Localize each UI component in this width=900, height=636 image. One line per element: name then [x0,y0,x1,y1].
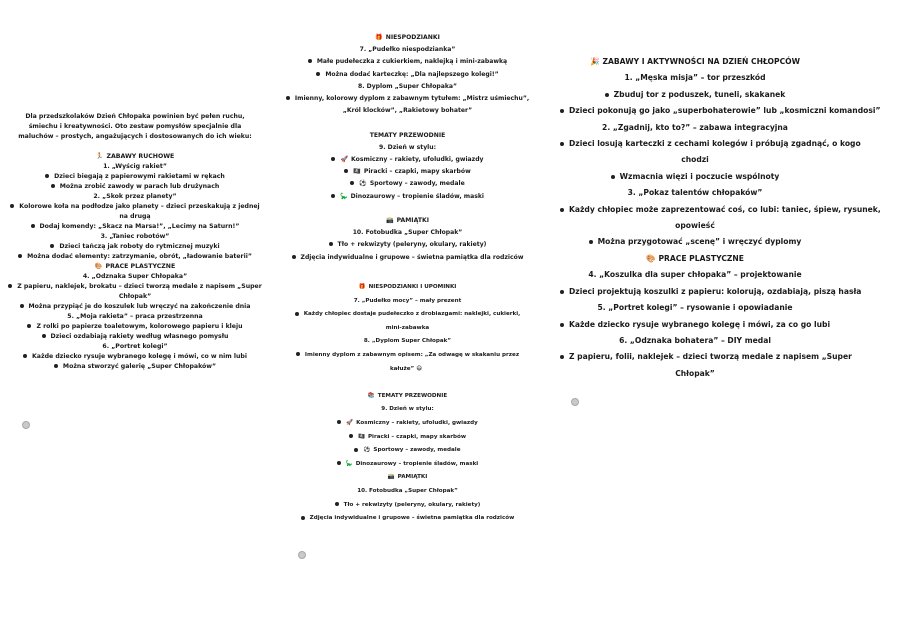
col1-line [0,272,270,282]
bullet-icon [23,354,27,358]
line-text: Z papieru, folii, naklejek – dzieci tworzą medale z napisem „Super [569,352,852,362]
line-text: Każde dziecko rysuje wybranego kolegę i mówi, co w nim lubi [32,353,247,360]
line-text: Dinozaurowy – tropienie śladów, maski [350,192,484,200]
col1-line [0,282,270,292]
col1-line [0,162,270,172]
line-text: Piracki – czapki, mapy skarbów [363,168,471,176]
line-text: 8. Dyplom „Super Chłopaka” [357,82,458,90]
line-text: TEMATY PRZEWODNIE [377,392,448,399]
line-text: 5. „Moja rakieta” – praca przestrzenna [67,313,203,320]
col4-line [560,87,830,103]
line-text: 3. „Pokaz talentów chłopaków” [627,188,763,198]
col1-line [0,172,270,182]
bullet-icon [8,284,12,288]
line-text: śmiechu i kreatywności. Oto zestaw pomysłów specjalnie dla [28,123,242,130]
col1-line [0,332,270,342]
col2-line [285,215,530,227]
bullet-icon [344,169,348,173]
col2-line [285,105,530,117]
emoji-icon: 🎉 [590,57,600,66]
bullet-icon [286,96,290,100]
col3-line [285,431,530,445]
col3-line [285,363,530,377]
line-text: Wzmacnia więzi i poczucie wspólnoty [619,171,780,181]
line-text: PAMIĄTKI [397,474,428,481]
column-1 [0,112,270,372]
bullet-icon [308,59,312,63]
emoji-icon: 📚 [367,392,375,399]
bullet-icon [10,204,14,208]
col1-line [0,202,270,212]
line-text: Dzieci ozdabiają rakiety według własnego pomysłu [50,333,229,340]
line-text: 2. „Zgadnij, kto to?” – zabawa integracyjna [602,122,788,132]
col4-line [560,120,830,136]
bullet-icon [605,93,609,97]
bullet-icon [329,242,333,246]
col4-line [560,251,830,267]
col3-line [285,417,530,431]
line-text: TEMATY PRZEWODNIE [369,131,446,139]
col4-line [560,234,830,250]
line-text: PRACE PLASTYCZNE [658,253,744,263]
line-text: Kosmiczny – rakiety, ufoludki, gwiazdy [351,156,484,164]
emoji-icon: 🦕 [345,460,353,467]
col4-line [560,103,881,119]
col2-line [285,117,530,129]
col1-line [0,292,270,302]
col2-line [285,93,530,105]
bullet-icon [589,240,593,244]
bullet-icon [54,364,58,368]
col4-line [560,300,830,316]
line-text: Z rolki po papierze toaletowym, kolorowego papieru i kleju [36,323,243,330]
col3-line [285,281,530,295]
emoji-icon: 🎁 [358,284,366,290]
line-text: 1. „Męska misja” – tor przeszkód [624,73,766,83]
col2-line [285,252,530,264]
col1-line [0,242,270,252]
emoji-icon: 🚀 [346,419,354,426]
bullet-icon [20,304,24,308]
col2-line [285,32,530,44]
line-text: Chłopak” [675,368,715,378]
emoji-icon: 🏴‍☠️ [353,168,361,176]
line-text: NIESPODZIANKI I UPOMINKI [368,284,457,290]
col1-line [0,322,270,332]
line-text: 9. Dzień w stylu: [381,406,434,413]
col1-line [0,252,270,262]
col1-line [0,152,270,162]
col3-line [285,295,530,309]
col3-line [285,349,530,363]
emoji-icon: 😄 [416,365,423,372]
column-3 [285,281,530,526]
line-text: Dinozaurowy – tropienie śladów, maski [355,460,479,467]
col1-line [0,342,270,352]
bullet-icon [292,255,296,259]
col2-line [285,154,530,166]
line-text: 6. „Portret kolegi” [102,343,168,350]
line-text: Można przygotować „scenę” i wręczyć dyplomy [597,237,802,247]
line-text: Można dodać karteczkę: „Dla najlepszego kolegi!” [325,70,499,78]
bullet-icon [337,420,341,424]
line-text: „Król klocków”, „Rakietowy bohater” [342,107,473,115]
line-text: Tło + rekwizyty (peleryny, okulary, rakiety) [337,241,487,249]
line-text: 4. „Koszulka dla super chłopaka” – projektowanie [588,270,802,280]
line-text: Imienny, kolorowy dyplom z zabawnym tytułem: „Mistrz uśmiechu”, [294,95,530,103]
line-text: Dzieci losują karteczki z cechami kolegów i próbują zgadnąć, o kogo [569,139,861,149]
col2-line [285,203,530,215]
bullet-icon [331,157,335,161]
line-text: 7. „Pudełko mocy” – mały prezent [353,297,462,304]
col2-line [285,69,530,81]
col2-line [285,142,530,154]
bullet-icon [295,312,299,316]
line-text: 2. „Skok przez planety” [93,193,177,200]
col1-line [0,262,270,272]
line-text: Sportowy – zawody, medale [373,447,461,454]
col1-line [0,302,270,312]
line-text: NIESPODZIANKI [385,34,440,41]
bullet-icon [296,352,300,356]
col4-line [560,349,852,365]
line-text: Imienny dyplom z zabawnym opisem: „Za odwagę w skakaniu przez [304,351,520,358]
col1-line [0,362,270,372]
line-text: Małe pudełeczka z cukierkiem, naklejką i mini-zabawką [316,58,508,66]
line-text: Każdy chłopiec może zaprezentować coś, co lubi: taniec, śpiew, rysunek, [569,204,881,214]
col4-line [560,185,830,201]
bullet-icon [560,323,564,327]
col3-line [285,444,530,458]
col1-line [0,232,270,242]
emoji-icon: 🏴‍☠️ [357,433,365,440]
line-text: Tło + rekwizyty (peleryny, okulary, rakiety) [343,501,481,508]
bullet-icon [316,72,320,76]
col2-line [285,191,530,203]
line-text: Z papieru, naklejek, brokatu – dzieci tworzą medale z napisem „Super [17,283,262,290]
col3-line [285,499,530,513]
col4-line [560,267,830,283]
bullet-icon [50,244,54,248]
line-text: na drugą [119,213,151,220]
line-text: Każdy chłopiec dostaje pudełeczko z drobiazgami: naklejki, cukierki, [303,311,521,318]
line-text: 7. „Pudełko niespodzianka” [359,46,456,54]
col3-line [285,376,530,390]
line-text: 3. „Taniec robotów” [100,233,170,240]
line-text: Dzieci tańczą jak roboty do rytmicznej muzyki [59,243,220,250]
emoji-icon: ⚽ [363,447,371,454]
col1-line [0,142,270,152]
col2-line [285,239,530,251]
col2-line [285,44,530,56]
emoji-icon: 🚀 [340,156,349,164]
emoji-icon: 🎨 [94,263,103,270]
line-text: Dzieci projektują koszulki z papieru: kolorują, ozdabiają, piszą hasła [569,286,862,296]
col2-line [285,166,530,178]
bullet-icon [301,516,305,520]
bullet-icon [560,355,564,359]
line-text: ZABAWY RUCHOWE [106,153,175,160]
page-marker-2 [298,551,306,559]
bullet-icon [354,448,358,452]
col4-line [560,218,830,234]
line-text: Dzieci pokonują go jako „superbohaterowie” lub „kosmiczni komandosi” [569,106,881,116]
page-marker-3 [571,398,579,406]
line-text: Zbuduj tor z poduszek, tuneli, skakanek [613,89,786,99]
col4-line [560,333,830,349]
line-text: opowieść [675,221,715,231]
line-text: Zdjęcia indywidualne i grupowe – świetna pamiątka dla rodziców [309,515,515,522]
col4-line [560,169,830,185]
emoji-icon: 🏃 [95,153,104,160]
line-text: 5. „Portret kolegi” – rysowanie i opowiadanie [597,303,793,313]
line-text: Można stworzyć galerię „Super Chłopaków” [62,363,217,370]
line-text: maluchów – prostych, angażujących i dostosowanych do ich wieku: [18,133,252,140]
col3-line [285,403,530,417]
bullet-icon [560,290,564,294]
bullet-icon [331,194,335,198]
bullet-icon [560,208,564,212]
line-text: Piracki – czapki, mapy skarbów [367,433,467,440]
emoji-icon: 📸 [387,474,395,481]
line-text: PRACE PLASTYCZNE [105,263,176,270]
emoji-icon: 🦕 [340,192,348,200]
col1-line [0,192,270,202]
page-marker-1 [22,421,30,429]
col1-line [0,222,270,232]
bullet-icon [611,175,615,179]
col2-line [285,227,530,239]
bullet-icon [560,109,564,113]
bullet-icon [560,142,564,146]
line-text: Chłopak” [118,293,152,300]
line-text: Kosmiczny – rakiety, ufoludki, gwiazdy [356,419,478,426]
line-text: kałuże” [389,365,415,372]
col3-line [285,485,530,499]
emoji-icon: 🎁 [375,34,383,41]
col2-line [285,81,530,93]
col3-line [285,458,530,472]
line-text: Dodaj komendy: „Skacz na Marsa!”, „Lecimy na Saturn!” [39,223,240,230]
col2-line [285,178,530,190]
bullet-icon [42,334,46,338]
line-text: 6. „Odznaka bohatera” – DIY medal [619,335,771,345]
col2-line [285,130,530,142]
line-text: Kolorowe koła na podłodze jako planety – dzieci przeskakują z jednej [19,203,260,210]
col1-line [0,112,270,122]
line-text: Zdjęcia indywidualne i grupowe – świetna pamiątka dla rodziców [300,253,524,261]
bullet-icon [349,434,353,438]
line-text: 1. „Wyścig rakiet” [103,163,167,170]
col4-line [560,70,830,86]
col1-line [0,212,270,222]
col1-line [0,182,270,192]
line-text: chodzi [681,155,709,165]
col4-line [560,136,861,152]
bullet-icon [51,184,55,188]
bullet-icon [18,254,22,258]
line-text: Dzieci biegają z papierowymi rakietami w rękach [54,173,225,180]
col3-line [285,512,530,526]
col1-line [0,122,270,132]
col4-line [560,317,830,333]
bullet-icon [45,174,49,178]
col1-line [0,312,270,322]
emoji-icon: ⚽ [359,180,367,188]
col4-line [560,202,881,218]
line-text: 4. „Odznaka Super Chłopaka” [82,273,188,280]
line-text: 8. „Dyplom Super Chłopak” [363,338,452,345]
bullet-icon [350,181,354,185]
emoji-icon: 📸 [386,217,394,225]
line-text: 10. Fotobudka „Super Chłopak” [352,229,463,237]
col1-line [0,352,270,362]
line-text: PAMIĄTKI [396,217,429,225]
col4-line [560,152,830,168]
column-4 [560,54,881,382]
line-text: Można zrobić zawody w parach lub drużynach [59,183,220,190]
col2-line [285,56,530,68]
col3-line [285,322,530,336]
bullet-icon [31,224,35,228]
line-text: Dla przedszkolaków Dzień Chłopaka powinien być pełen ruchu, [25,113,245,120]
col3-line [285,390,530,404]
col4-line [560,54,830,70]
line-text: mini-zabawka [385,324,430,331]
line-text: 9. Dzień w stylu: [378,143,437,151]
bullet-icon [27,324,31,328]
line-text: Można przypiąć je do koszulek lub wręczyć na zakończenie dnia [28,303,251,310]
line-text: ZABAWY I AKTYWNOŚCI NA DZIEŃ CHŁOPCÓW [602,57,800,66]
bullet-icon [335,502,339,506]
col3-line [285,308,530,322]
col3-line [285,335,530,349]
col3-line [285,471,530,485]
bullet-icon [337,461,341,465]
line-text: Każde dziecko rysuje wybranego kolegę i mówi, za co go lubi [569,319,831,329]
column-2 [285,32,530,264]
line-text: Sportowy – zawody, medale [369,180,465,188]
col1-line [0,132,270,142]
line-text: Można dodać elementy: zatrzymanie, obrót, „ładowanie baterii” [27,253,252,260]
col4-line [560,284,862,300]
col4-line [560,366,830,382]
line-text: 10. Fotobudka „Super Chłopak” [357,487,458,494]
emoji-icon: 🎨 [646,253,656,263]
